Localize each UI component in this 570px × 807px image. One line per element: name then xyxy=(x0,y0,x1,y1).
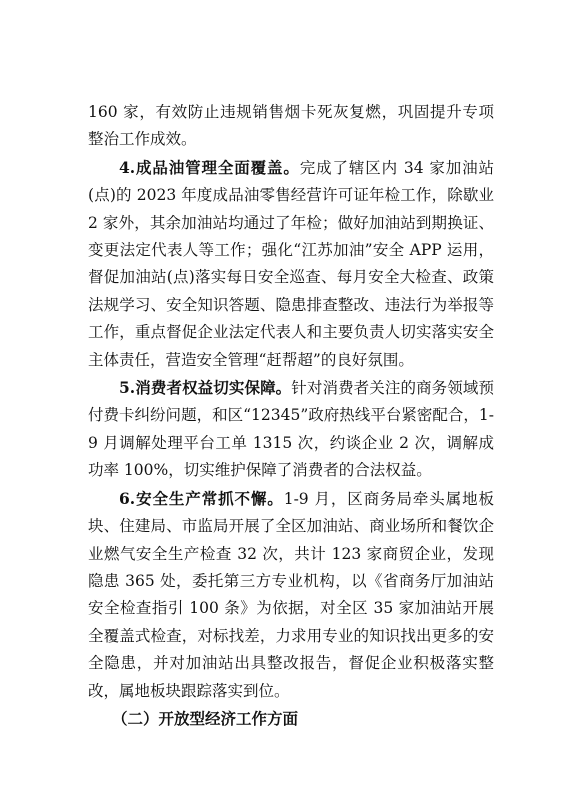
paragraph-lead: 5.消费者权益切实保障。 xyxy=(119,378,292,398)
paragraph-text: 160 家，有效防止违规销售烟卡死灰复燃，巩固提升专项整治工作成效。 xyxy=(88,103,494,149)
paragraph-safety-production xyxy=(88,485,494,705)
paragraph-text: 针对消费者关注的商务领域预付费卡纠纷问题，和区“12345”政府热线平台紧密配合，1-9 月调解处理平台工单 1315 次，约谈企业 2 次，调解成功率 100%，切实维护保障了消费者的合法权益。 xyxy=(88,379,494,480)
paragraph-oil-management xyxy=(88,154,494,374)
paragraph-lead: 6.安全生产常抓不懈。 xyxy=(119,488,284,508)
subsection-heading: （二）开放型经济工作方面 xyxy=(112,708,299,728)
document-body xyxy=(88,99,494,732)
paragraph-text: 完成了辖区内 34 家加油站(点)的 2023 年度成品油零售经营许可证年检工作，除歇业 2 家外，其余加油站均通过了年检；做好加油站到期换证、变更法定代表人等工作；强化“江苏加油”安全 APP 运用，督促加油站(点)落实每日安全巡查、每月安全大检查、政策法规学习、安全知识答题、隐患排查整改、违法行为举报等工作，重点督促企业法定代表人和主要负责人切实落实安全主体责任，营造安全管理“赶帮超”的良好氛围。 xyxy=(88,158,495,369)
paragraph-continuation xyxy=(88,99,494,154)
paragraph-text: 1-9 月，区商务局牵头属地板块、住建局、市监局开展了全区加油站、商业场所和餐饮企业燃气安全生产检查 32 次，共计 123 家商贸企业，发现隐患 365 处，委托第三方专业机构，以《省商务厅加油站安全检查指引 100 条》为依据，对全区 35 家加油站开展全覆盖式检查，对标找差，力求用专业的知识找出更多的安全隐患，并对加油站出具整改报告，督促企业积极落实整改，属地板块跟踪落实到位。 xyxy=(88,489,495,700)
paragraph-consumer-rights xyxy=(88,374,494,485)
paragraph-lead: 4.成品油管理全面覆盖。 xyxy=(119,157,300,177)
